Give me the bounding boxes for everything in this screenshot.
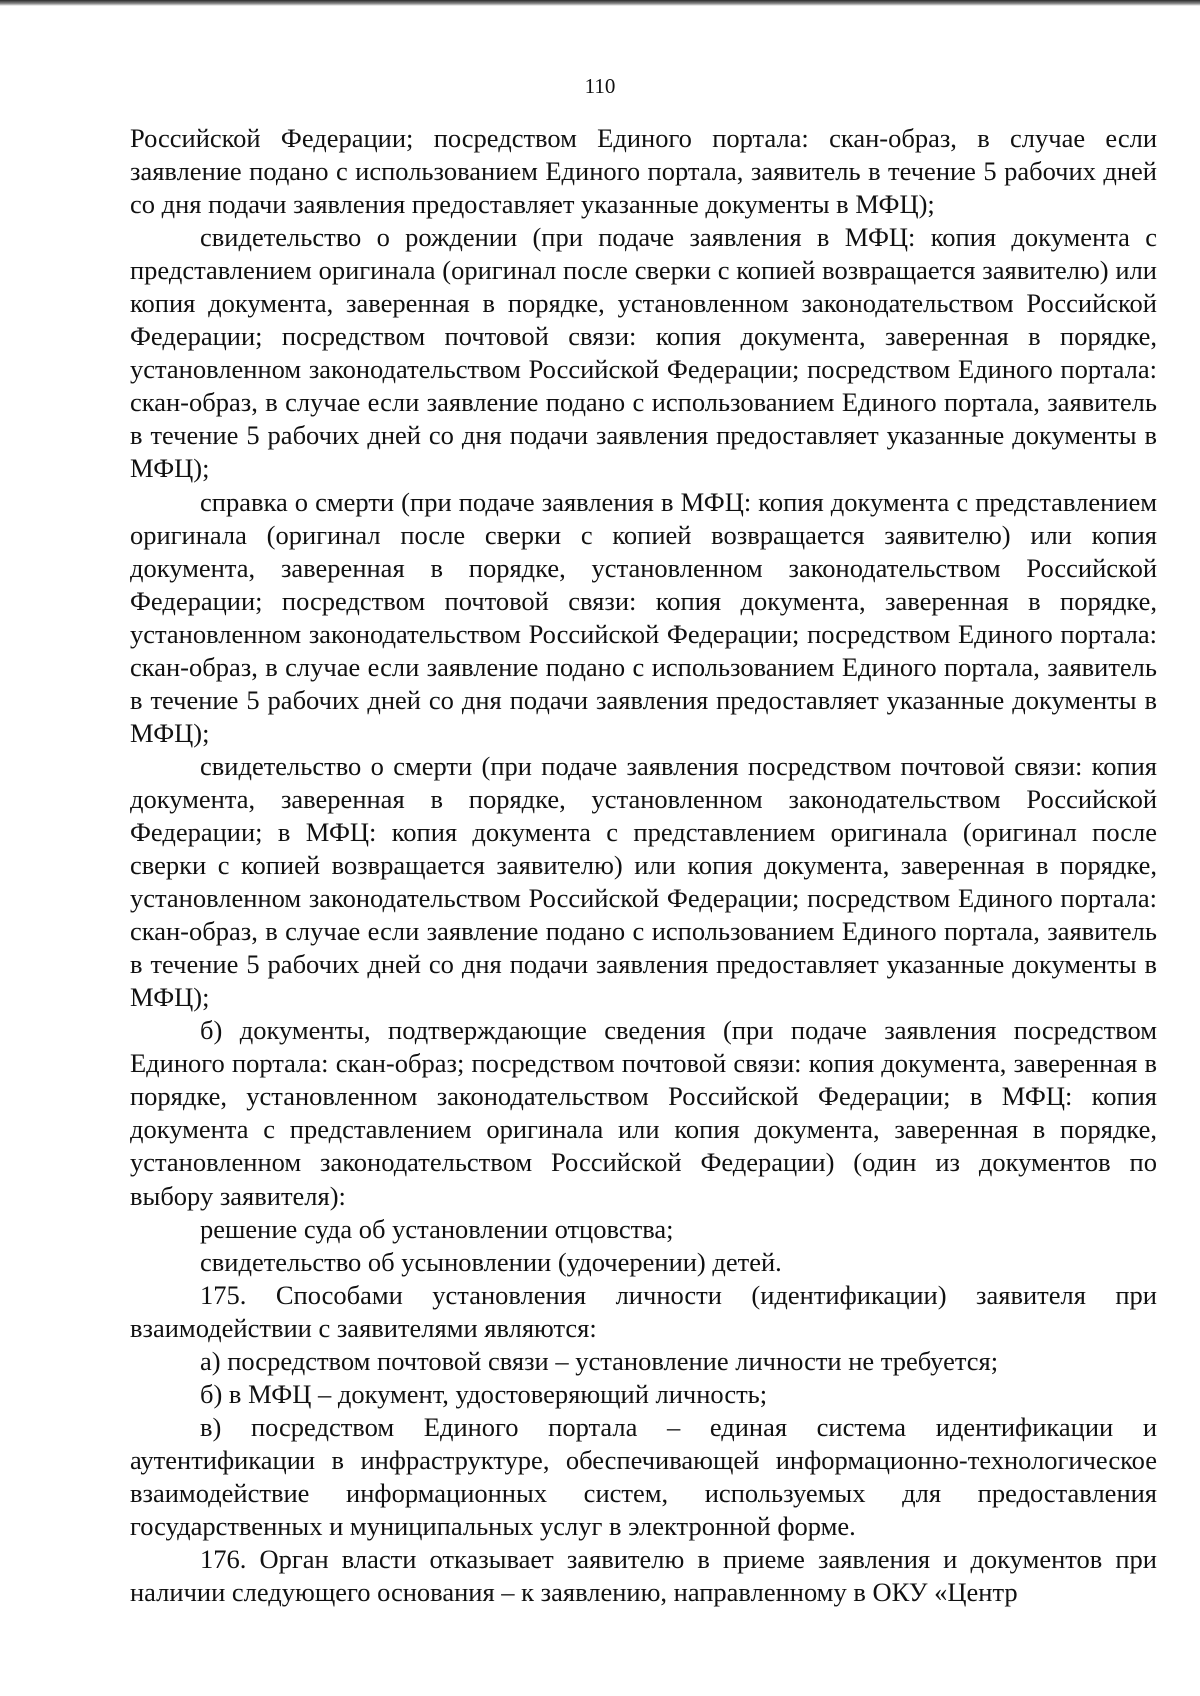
list-item-court-decision: решение суда об установлении отцовства; — [200, 1213, 674, 1244]
paragraph-death-certificate: свидетельство о смерти (при подаче заявления посредством почтовой связи: копия документа, заверенная в порядке, установленном законодательством Российской Федерации; в МФЦ: копия документа с представлением оригинала (оригинал после сверки с копией возвращается заявителю) или копия документа, заверенная в порядке, установленном законодательством Российской Федерации; посредством Единого портала: скан-образ, в случае если заявление подано с использованием Единого портала, заявитель в течение 5 рабочих дней со дня подачи заявления предоставляет указанные документы в МФЦ); — [130, 750, 1157, 1013]
clause-175-item-a: а) посредством почтовой связи – установление личности не требуется; — [200, 1345, 999, 1376]
scan-top-edge — [0, 0, 1200, 6]
clause-175-item-b: б) в МФЦ – документ, удостоверяющий личность; — [200, 1378, 768, 1409]
list-item-adoption-certificate: свидетельство об усыновлении (удочерении) детей. — [200, 1246, 782, 1277]
clause-175-item-c: в) посредством Единого портала – единая система идентификации и аутентификации в инфраструктуре, обеспечивающей информационно-технологическое взаимодействие информационных систем, используемых для предоставления государственных и муниципальных услуг в электронной форме. — [130, 1411, 1157, 1541]
document-body — [130, 122, 1157, 1609]
paragraph-death-notice: справка о смерти (при подаче заявления в МФЦ: копия документа с представлением оригинала (оригинал после сверки с копией возвращается заявителю) или копия документа, заверенная в порядке, установленном законодательством Российской Федерации; посредством почтовой связи: копия документа, заверенная в порядке, установленном законодательством Российской Федерации; посредством Единого портала: скан-образ, в случае если заявление подано с использованием Единого портала, заявитель в течение 5 рабочих дней со дня подачи заявления предоставляет указанные документы в МФЦ); — [130, 486, 1157, 748]
paragraph-continuation: Российской Федерации; посредством Единого портала: скан-образ, в случае если заявление подано с использованием Единого портала, заявитель в течение 5 рабочих дней со дня подачи заявления предоставляет указанные документы в МФЦ); — [130, 123, 1157, 220]
paragraph-birth-certificate: свидетельство о рождении (при подаче заявления в МФЦ: копия документа с представлением оригинала (оригинал после сверки с копией возвращается заявителю) или копия документа, заверенная в порядке, установленном законодательством Российской Федерации; посредством почтовой связи: копия документа, заверенная в порядке, установленном законодательством Российской Федерации; посредством Единого портала: скан-образ, в случае если заявление подано с использованием Единого портала, заявитель в течение 5 рабочих дней со дня подачи заявления предоставляет указанные документы в МФЦ); — [130, 222, 1157, 484]
page-number: 110 — [584, 74, 616, 98]
paragraph-supporting-documents: б) документы, подтверждающие сведения (при подаче заявления посредством Единого портала: скан-образ; посредством почтовой связи: копия документа, заверенная в порядке, установленном законодательством Российской Федерации; в МФЦ: копия документа с представлением оригинала или копия документа, заверенная в порядке, установленном законодательством Российской Федерации) (один из документов по выбору заявителя): — [130, 1015, 1157, 1211]
clause-175: 175. Способами установления личности (идентификации) заявителя при взаимодействии с заявителями являются: — [130, 1279, 1157, 1343]
clause-176: 176. Орган власти отказывает заявителю в приеме заявления и документов при наличии следующего основания – к заявлению, направленному в ОКУ «Центр — [130, 1544, 1157, 1608]
